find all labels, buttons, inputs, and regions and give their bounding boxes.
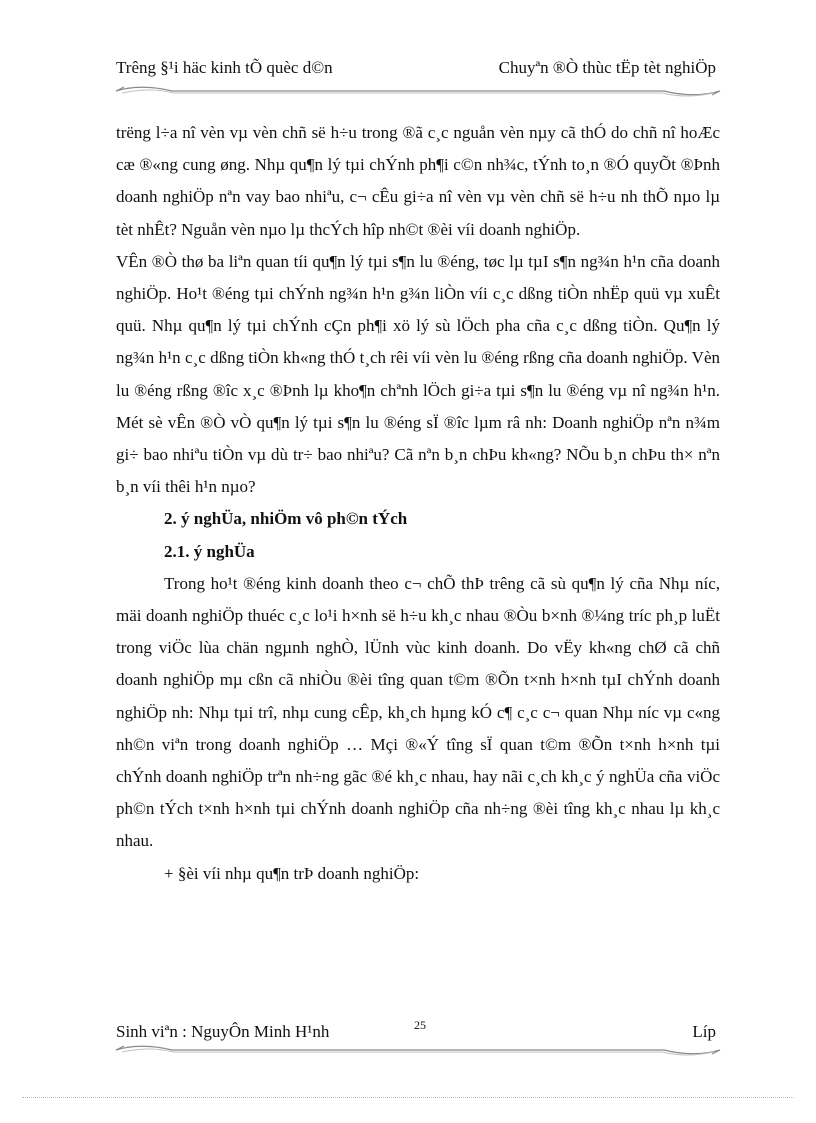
footer-student-name: Sinh viªn : NguyÔn Minh H¹nh (116, 1022, 330, 1041)
footer-ornamental-rule (112, 1043, 724, 1057)
paragraph-significance: Trong ho¹t ®éng kinh doanh theo c¬ chÕ thÞ trêng cã sù qu¶n lý cña Nhµ níc, mäi doanh nghiÖp thuéc c¸c lo¹i h×nh së h÷u kh¸c nhau ®Òu b×nh ®¼ng tríc ph¸p luËt trong viÖc lùa chän ngµnh nghÒ, lÜnh vùc kinh doanh. Do vËy kh«ng chØ cã chñ doanh nghiÖp mµ cßn cã nhiÒu ®èi tîng quan t©m ®Õn t×nh h×nh tµI chÝnh doanh nghiÖp nh: Nhµ tµi trî, nhµ cung cÊp, kh¸ch hµng kÓ c¶ c¸c c¬ quan Nhµ níc vµ c«ng nh©n viªn trong doanh nghiÖp … Mçi ®«Ý tîng sÏ quan t©m ®Õn t×nh h×nh tµi chÝnh doanh nghiÖp trªn nh÷ng gãc ®é kh¸c nhau, hay nãi c¸ch kh¸c ý nghÜa cña viÖc ph©n tÝch t×nh h×nh tµi chÝnh doanh nghiÖp cña nh÷ng ®èi tîng kh¸c nhau lµ kh¸c nhau. (116, 573, 720, 851)
page-number: 25 (414, 1018, 426, 1032)
footer-class: Líp (692, 1022, 716, 1041)
subsection-heading: 2.1. ý nghÜa (164, 541, 255, 561)
header-university: Trêng §¹i häc kinh tÕ quèc d©n (116, 58, 333, 77)
page-bottom-dotted-border (22, 1097, 794, 1098)
page-header (116, 58, 716, 84)
paragraph-capital-structure: trëng l÷a nî vèn vµ vèn chñ së h÷u trong ®ã c¸c nguån vèn nµy cã thÓ do chñ nî hoÆc cæ ®«ng cung øng. Nhµ qu¶n lý tµi chÝnh ph¶i c©n nh¾c, tÝnh to¸n ®Ó quyÕt ®Þnh doanh nghiÖp nªn vay bao nhiªu, c¬ cÊu gi÷a nî vèn vµ vèn chñ së h÷u nh thÕ nµo lµ tèt nhÊt? Nguån vèn nµo lµ thcÝch hîp nh©t ®èi víi doanh nghiÖp. (116, 123, 720, 239)
main-body-text (116, 117, 720, 890)
header-ornamental-rule (112, 84, 724, 98)
header-report-title: Chuyªn ®Ò thùc tËp tèt nghiÖp (498, 58, 716, 77)
section-heading: 2. ý nghÜa, nhiÖm vô ph©n tÝch (164, 509, 408, 529)
bullet-item: + §èi víi nhµ qu¶n trÞ doanh nghiÖp: (164, 863, 420, 883)
paragraph-working-capital: VÊn ®Ò thø ba liªn quan tíi qu¶n lý tµi s¶n lu ®éng, tøc lµ tµI s¶n ng¾n h¹n cña doanh nghiÖp. Ho¹t ®éng tµi chÝnh ng¾n h¹n g¾n liÒn víi c¸c dßng tiÒn nhËp quü vµ xuÊt quü. Nhµ qu¶n lý tµi chÝnh cÇn ph¶i xö lý sù lÖch pha cña c¸c dßng tiÒn. Qu¶n lý ng¾n h¹n c¸c dßng tiÒn kh«ng thÓ t¸ch rêi víi vèn lu ®éng rßng cña doanh nghiÖp. Vèn lu ®éng rßng ®îc x¸c ®Þnh lµ kho¶n chªnh lÖch gi÷a tµi s¶n lu ®éng vµ nî ng¾n h¹n. Mét sè vÊn ®Ò vÒ qu¶n lý tµi s¶n lu ®éng sÏ ®îc lµm râ nh: Doanh nghiÖp nªn n¾m gi÷ bao nhiªu tiÒn vµ dù tr÷ bao nhiªu? Cã nªn b¸n chÞu kh«ng? NÕu b¸n chÞu th× nªn b¸n víi thêi h¹n nµo? (116, 251, 720, 497)
